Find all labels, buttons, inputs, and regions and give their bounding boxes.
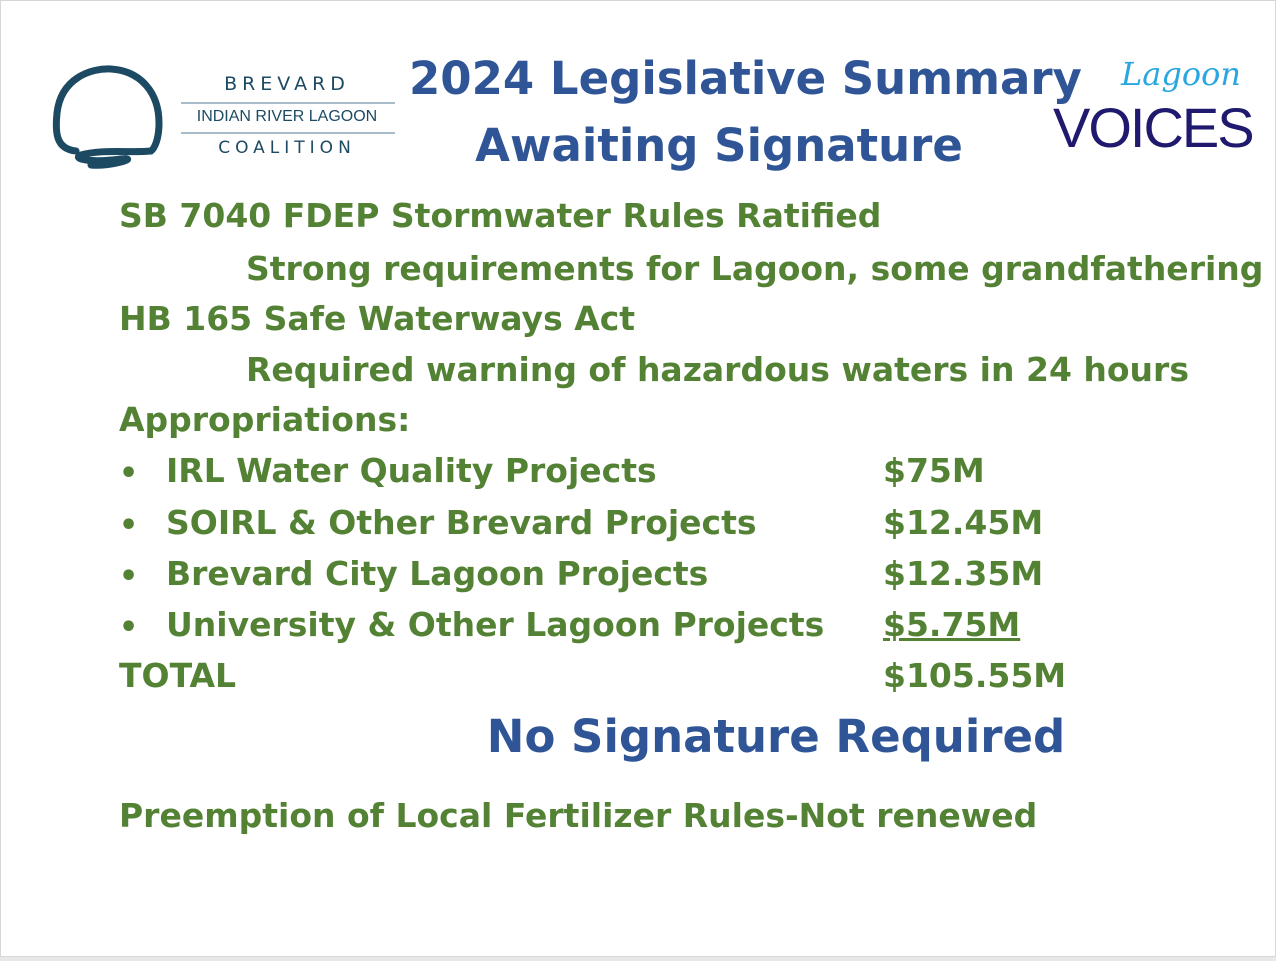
appropriation-label: SOIRL & Other Brevard Projects	[166, 503, 757, 542]
appropriation-amount: $75M	[883, 451, 985, 490]
logo-lagoon-script: Lagoon	[1121, 55, 1241, 93]
appropriation-amount: $12.45M	[883, 503, 1044, 542]
total-label: TOTAL	[119, 656, 237, 695]
logo-divider	[181, 102, 395, 104]
appropriation-amount: $12.35M	[883, 554, 1044, 593]
brevard-coalition-logo-icon	[51, 63, 166, 173]
bill-hb165: HB 165 Safe Waterways Act	[119, 299, 636, 338]
bill-sb7040-detail: Strong requirements for Lagoon, some grandfathering	[246, 249, 1264, 288]
appropriation-label: IRL Water Quality Projects	[166, 451, 657, 490]
title-line-2: Awaiting Signature	[475, 119, 963, 172]
appropriation-label: University & Other Lagoon Projects	[166, 605, 825, 644]
logo-irl-text: INDIAN RIVER LAGOON	[196, 108, 378, 125]
total-amount: $105.55M	[883, 656, 1067, 695]
bullet-icon: •	[119, 508, 139, 543]
appropriation-amount: $5.75M	[883, 605, 1021, 644]
title-line-1: 2024 Legislative Summary	[409, 52, 1082, 105]
no-signature-heading: No Signature Required	[486, 710, 1066, 763]
appropriation-label: Brevard City Lagoon Projects	[166, 554, 709, 593]
bill-sb7040: SB 7040 FDEP Stormwater Rules Ratified	[119, 196, 882, 235]
bullet-icon: •	[119, 559, 139, 594]
logo-brevard-text: BREVARD	[224, 73, 350, 95]
appropriations-heading: Appropriations:	[119, 400, 411, 439]
no-signature-item: Preemption of Local Fertilizer Rules-Not renewed	[119, 796, 1038, 835]
logo-coalition-text: COALITION	[218, 138, 356, 158]
bullet-icon: •	[119, 610, 139, 645]
bullet-icon: •	[119, 456, 139, 491]
bill-hb165-detail: Required warning of hazardous waters in 24 hours	[246, 350, 1189, 389]
lagoon-voices-logo	[1051, 53, 1251, 163]
logo-voices-text: VOICES	[1053, 96, 1253, 159]
logo-divider	[181, 132, 395, 134]
